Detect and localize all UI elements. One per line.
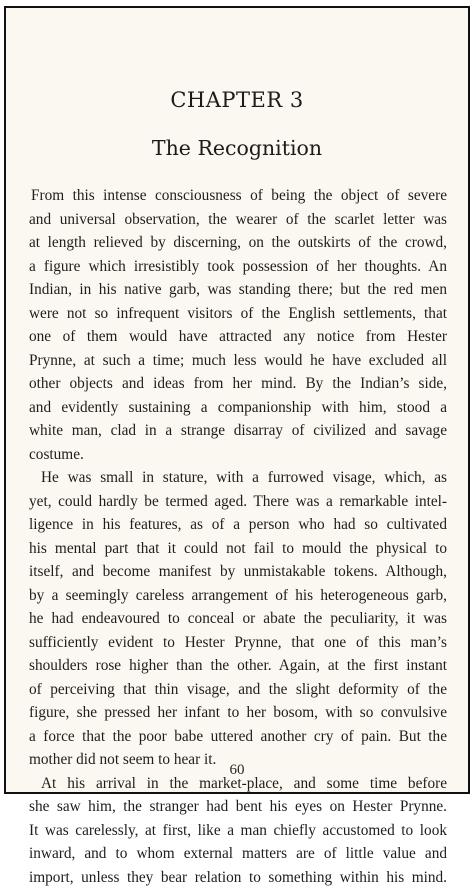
text-line: Indian, in his native garb, was standing there; but the red men [29, 278, 447, 302]
text-line: a figure which irresistibly took possession of her thoughts. An [29, 255, 447, 279]
text-line: shoulders rose higher than the other. Again, at the first instant [29, 654, 447, 678]
page-border [4, 6, 470, 794]
text-line: Prynne, at such a time; much less would he have excluded all [29, 349, 447, 373]
text-line: and evidently sustaining a companionship with him, stood a [29, 396, 447, 420]
text-line: and universal observation, the wearer of the scarlet letter was [29, 208, 447, 232]
text-line: she saw him, the stranger had bent his eyes on Hester Prynne. [29, 795, 447, 819]
text-line: inward, and to whom external matters are of little value and [29, 842, 447, 866]
text-line: yet, could hardly be termed aged. There was a remarkable intel- [29, 490, 447, 514]
text-line: import, unless they bear relation to something within his mind. [29, 866, 447, 889]
text-line: other objects and ideas from her mind. By the Indian’s side, [29, 372, 447, 396]
book-page [6, 8, 468, 792]
text-line: at length relieved by discerning, on the outskirts of the crowd, [29, 231, 447, 255]
page-number: 60 [6, 762, 468, 779]
text-line: he had endeavoured to conceal or abate the peculiarity, it was [29, 607, 447, 631]
text-line: itself, and become manifest by unmistakable tokens. Although, [29, 560, 447, 584]
chapter-title: The Recognition [6, 136, 468, 160]
text-line: his mental part that it could not fail to mould the physical to [29, 537, 447, 561]
text-line: He was small in stature, with a furrowed visage, which, as [29, 466, 447, 490]
text-line: were not so infrequent visitors of the English settlements, that [29, 302, 447, 326]
text-line: figure, she pressed her infant to her bosom, with so convulsive [29, 701, 447, 725]
body-text [29, 184, 447, 889]
text-line: costume. [29, 443, 447, 467]
text-line: white man, clad in a strange disarray of civilized and savage [29, 419, 447, 443]
text-line: sufficiently evident to Hester Prynne, that one of this man’s [29, 631, 447, 655]
text-line: At his arrival in the market-place, and some time before [29, 772, 447, 796]
text-line: ligence in his features, as of a person who had so cultivated [29, 513, 447, 537]
text-line: one of them would have attracted any notice from Hester [29, 325, 447, 349]
text-line: From this intense consciousness of being the object of severe [29, 184, 447, 208]
text-line: mother did not seem to hear it. [29, 748, 447, 772]
text-line: a force that the poor babe uttered another cry of pain. But the [29, 725, 447, 749]
text-line: It was carelessly, at first, like a man chiefly accustomed to look [29, 819, 447, 843]
text-line: by a seemingly careless arrangement of his heterogeneous garb, [29, 584, 447, 608]
text-line: of perceiving that thin visage, and the slight deformity of the [29, 678, 447, 702]
chapter-number: CHAPTER 3 [6, 88, 468, 112]
